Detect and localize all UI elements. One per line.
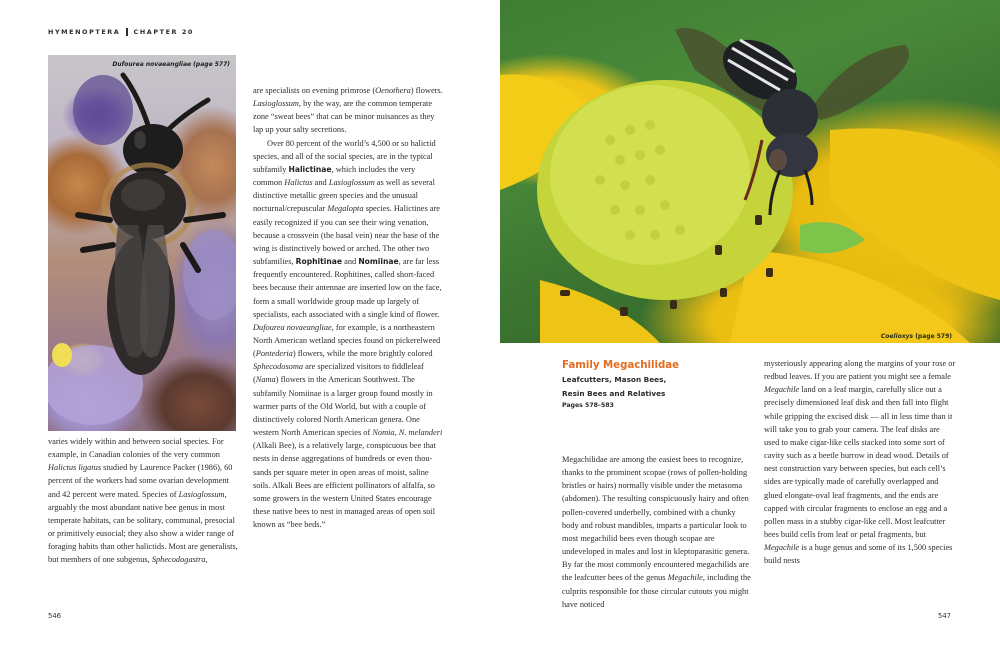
term-halictinae: Halictinae xyxy=(288,164,332,174)
bee-on-yellow-flower-photo-icon xyxy=(500,0,1000,343)
photo-caption-left: Dufourea novaeangliae (page 577) xyxy=(112,61,230,68)
paragraph: Over 80 percent of the world’s 4,500 or so halictid species, and all of the social species, are in the typical subfamily Halictinae, which includes the very common Halictus and Lasioglossum as well as several distinctive metallic green species and the unusual nocturnal/crepuscular Megalopta species. Halictines are easily recognized if you can see their wing venation, because a crossvein (the basal vein) near the base of the wing is distinctively bowed or arched. The other two subfamilies, Rophitinae and Nomiinae, are far less frequently encountered. Rophitines, called short-faced bees because their antennae are inserted low on the face, form a small worldwide group made up largely of specialists, each associated with a single kind of flower. Dufourea novaeangliae, for example, is a northeastern North American wetland species found on pickerelweed (Pontederia) flowers, while the more brightly colored Sphecodosoma are specialized visitors to fiddleleaf (Nama) flowers in the American Southwest. The subfamily Nomiinae is a larger group found mostly in warmer parts of the Old World, but with a couple of distinctively colored North American genera. One western North American species of Nomia, N. melanderi (Alkali Bee), is a relatively large, conspicuous bee that nests in dense aggregations of hundreds or even thousands per square meter in open areas of moist, saline soils. Alkali Bees are efficient pollinators of alfalfa, so some growers in the western United States encourage these native bees to nest in managed areas of open soil known as “bee beds.” xyxy=(253,138,443,530)
running-head-divider xyxy=(126,28,127,36)
section-title: Family Megachilidae xyxy=(562,360,680,371)
coelioxys-bee-photo xyxy=(500,0,1000,343)
paragraph: are specialists on evening primrose (Oenothera) flowers. Lasioglossum, by the way, are the common temperate zone “sweat bees” that can be minor nuisances as they lap up your salty secretions. xyxy=(253,86,443,135)
right-column-2-text xyxy=(764,357,956,568)
section-subtitle-line2: Resin Bees and Relatives xyxy=(562,388,666,398)
running-head-section: HYMENOPTERA xyxy=(48,28,121,36)
term-rophitinae: Rophitinae xyxy=(295,257,343,267)
photo-caption-right: Coelioxys (page 579) xyxy=(880,333,952,340)
paragraph: Megachilidae are among the easiest bees to recognize, thanks to the prominent scopae (rows of pollen-holding bristles or hairs) normally visible under the metasoma (abdomen). The resulting conspicuously hairy and often pollen-covered underbelly, combined with a chunky body and robust mandibles, imparts a particular look to most megachilid bees even though scopae are undeveloped in males and lost in kleptoparasitic genera. By far the most commonly encountered megachilids are the leafcutter bees of the genus Megachile, including the culprits responsible for those circular cutouts you might have noticed xyxy=(562,455,751,609)
page-number-right: 547 xyxy=(938,612,951,620)
paragraph: varies widely within and between social species. For example, in Canadian colonies of the very common Halictus ligatus studied by Laurence Packer (1986), 60 percent of the workers had some ovarian development and 42 percent were mated. Species of Lasioglossum, arguably the most abundant native bee genus in most temperate habitats, can be solitary, communal, presocial or primitively eusocial; they also show a wider range of foraging habits than other halictids. Most are generalists, but members of one subgenus, Sphecodogastra, xyxy=(48,437,238,565)
left-column-1-text xyxy=(48,435,238,567)
bee-on-purple-flower-photo-icon xyxy=(48,55,236,431)
running-head xyxy=(48,28,194,36)
right-column-1-text xyxy=(562,453,752,611)
section-page-range: Pages 578–583 xyxy=(562,401,614,409)
section-subtitle-line1: Leafcutters, Mason Bees, xyxy=(562,375,667,384)
left-column-2-text xyxy=(253,84,445,531)
running-head-chapter: CHAPTER 20 xyxy=(133,28,194,36)
family-section-heading xyxy=(562,359,752,411)
dufourea-bee-photo xyxy=(48,55,236,431)
term-nomiinae: Nomiinae xyxy=(358,257,399,267)
page-number-left: 546 xyxy=(48,612,61,620)
paragraph: mysteriously appearing along the margins of your rose or redbud leaves. If you are patient you might see a female Megachile land on a leaf margin, carefully slice out a precisely dimensioned leaf disk and then fall into flight while gripping the excised disk — all in less time than it will take you to grab your camera. The leaf disks are used to make cigar-like cells stacked into some sort of cavity such as a beetle burrow in dead wood. Details of nest construction vary between species, but each cell’s sides are typically made of carefully overlapped and glued elongate-oval leaf fragments, and the ends are capped with circular fragments to enclose an egg and a pollen mass in a stubby cigar-like cell. Most leafcutter bees build cells from leaf or petal fragments, but Megachile is a huge genus and some of its 1,500 species build nests xyxy=(764,359,956,566)
